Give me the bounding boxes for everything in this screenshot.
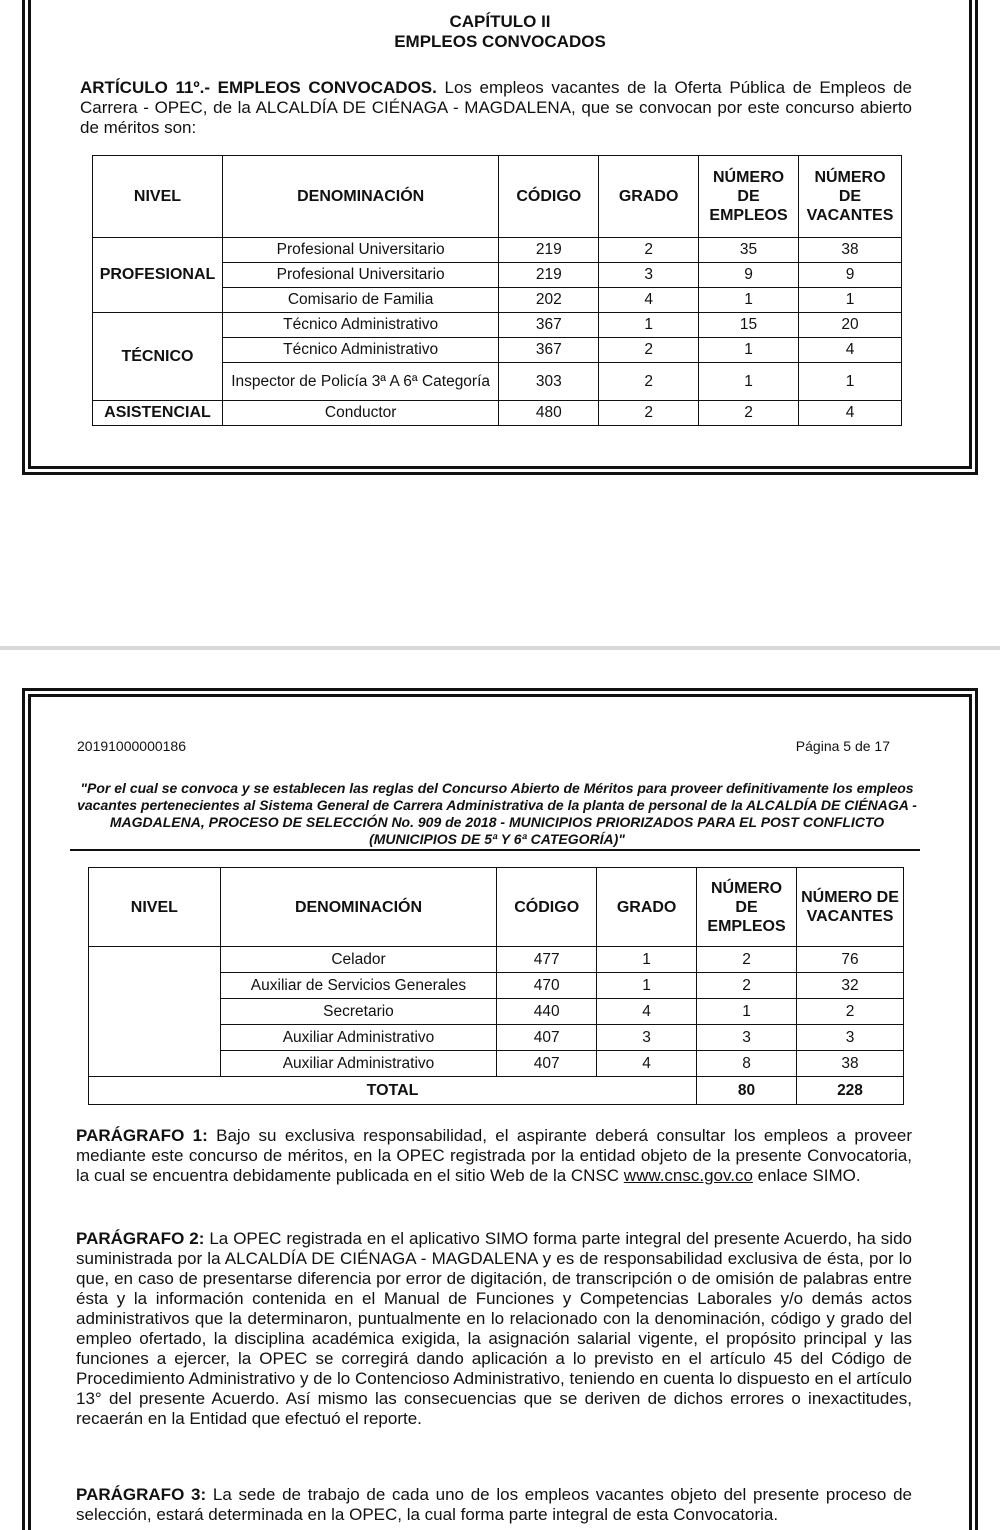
header-grado: GRADO bbox=[599, 156, 699, 238]
chapter-heading bbox=[0, 12, 1000, 52]
document-page-top bbox=[0, 0, 1000, 490]
heading-rule bbox=[70, 849, 920, 851]
table-header-row bbox=[93, 156, 902, 238]
cell-vacantes: 76 bbox=[797, 947, 904, 973]
table-row bbox=[93, 313, 902, 338]
resolution-heading: "Por el cual se convoca y se establecen las reglas del Concurso Abierto de Méritos para proveer definitivamente los empleos vacantes pertenecientes al Sistema General de Carrera Administrativa de la planta de personal de la ALCALDÍA DE CIÉNAGA - MAGDALENA, PROCESO DE SELECCIÓN No. 909 de 2018 - MUNICIPIOS PRIORIZADOS PARA EL POST CONFLICTO (MUNICIPIOS DE 5ª Y 6ª CATEGORÍA)" bbox=[77, 780, 917, 847]
paragrafo-1-text: Bajo su exclusiva responsabilidad, el aspirante deberá consultar los empleos a proveer mediante este concurso de méritos, en la OPEC registrada por la entidad objeto de la presente Convocatoria, la cual se encuentra debidamente publicada en el sitio Web de la CNSC bbox=[76, 1126, 912, 1185]
paragrafo-2 bbox=[76, 1229, 912, 1429]
cell-codigo: 219 bbox=[499, 238, 599, 263]
total-vacantes: 228 bbox=[797, 1077, 904, 1105]
paragrafo-2-text: La OPEC registrada en el aplicativo SIMO forma parte integral del presente Acuerdo, ha sido suministrada por la ALCALDÍA DE CIÉNAGA - MAGDALENA y es de responsabilidad exclusiva de ésta, por lo que, en caso de presentarse diferencia por error de digitación, de transcripción o de omisión de palabras entre ésta y la información contenida en el Manual de Funciones y Competencias Laborales y/o demás actos administrativos que la determinaron, puntualmente en lo relacionado con la denominación, código y grado del empleo ofertado, la disciplina académica exigida, la asignación salarial vigente, el propósito principal y las funciones a ejercer, la OPEC se corregirá dando aplicación a lo previsto en el artículo 45 del Código de Procedimiento Administrativo y de lo Contencioso Administrativo, teniendo en cuenta lo dispuesto en el artículo 13° del presente Acuerdo. Así mismo las consecuencias que se deriven de dichos errores o inexactitudes, recaerán en la Entidad que efectuó el reporte. bbox=[76, 1229, 912, 1428]
cell-denominacion: Inspector de Policía 3ª A 6ª Categoría bbox=[222, 363, 498, 401]
header-vacantes: NÚMERO DE VACANTES bbox=[797, 868, 904, 947]
cell-grado: 1 bbox=[597, 947, 697, 973]
nivel-cell-empty bbox=[89, 947, 221, 1077]
cell-grado: 1 bbox=[597, 973, 697, 999]
cell-codigo: 202 bbox=[499, 288, 599, 313]
nivel-cell: PROFESIONAL bbox=[93, 238, 223, 313]
cell-empleos: 2 bbox=[699, 401, 799, 426]
document-page-bottom bbox=[0, 650, 1000, 1530]
cell-vacantes: 3 bbox=[797, 1025, 904, 1051]
cell-vacantes: 38 bbox=[799, 238, 902, 263]
employment-table-2 bbox=[88, 867, 904, 1105]
cell-denominacion: Auxiliar de Servicios Generales bbox=[220, 973, 497, 999]
paragrafo-1 bbox=[76, 1126, 912, 1186]
article-label: ARTÍCULO 11º.- EMPLEOS CONVOCADOS. bbox=[80, 78, 437, 97]
cell-denominacion: Profesional Universitario bbox=[222, 263, 498, 288]
total-label: TOTAL bbox=[89, 1077, 697, 1105]
page-border-left-inner bbox=[28, 694, 31, 1530]
cell-empleos: 35 bbox=[699, 238, 799, 263]
article-11-paragraph bbox=[80, 78, 912, 138]
paragrafo-3-text: La sede de trabajo de cada uno de los empleos vacantes objeto del presente proceso de selección, estará determinada en la OPEC, la cual forma parte integral de esta Convocatoria. bbox=[76, 1485, 912, 1524]
cell-empleos: 3 bbox=[697, 1025, 797, 1051]
page-border-right bbox=[975, 0, 978, 472]
cell-empleos: 15 bbox=[699, 313, 799, 338]
cnsc-link[interactable]: www.cnsc.gov.co bbox=[623, 1166, 753, 1185]
header-empleos: NÚMERO DE EMPLEOS bbox=[697, 868, 797, 947]
header-empleos: NÚMERO DE EMPLEOS bbox=[699, 156, 799, 238]
cell-denominacion: Profesional Universitario bbox=[222, 238, 498, 263]
table-header-row bbox=[89, 868, 904, 947]
cell-denominacion: Técnico Administrativo bbox=[222, 313, 498, 338]
cell-denominacion: Comisario de Familia bbox=[222, 288, 498, 313]
cell-codigo: 407 bbox=[497, 1025, 597, 1051]
cell-codigo: 407 bbox=[497, 1051, 597, 1077]
page-border-right-inner bbox=[969, 0, 972, 466]
cell-denominacion: Celador bbox=[220, 947, 497, 973]
cell-codigo: 440 bbox=[497, 999, 597, 1025]
page-border-bottom bbox=[22, 472, 978, 475]
header-nivel: NIVEL bbox=[89, 868, 221, 947]
header-grado: GRADO bbox=[597, 868, 697, 947]
cell-grado: 2 bbox=[599, 238, 699, 263]
page-number: Página 5 de 17 bbox=[795, 738, 890, 754]
cell-grado: 2 bbox=[599, 338, 699, 363]
cell-empleos: 1 bbox=[699, 338, 799, 363]
paragrafo-3-label: PARÁGRAFO 3: bbox=[76, 1485, 207, 1504]
chapter-number: CAPÍTULO II bbox=[449, 12, 551, 31]
cell-codigo: 470 bbox=[497, 973, 597, 999]
page-border-bottom-inner bbox=[28, 466, 972, 469]
header-codigo: CÓDIGO bbox=[499, 156, 599, 238]
header-codigo: CÓDIGO bbox=[497, 868, 597, 947]
cell-codigo: 367 bbox=[499, 338, 599, 363]
cell-vacantes: 1 bbox=[799, 363, 902, 401]
cell-codigo: 367 bbox=[499, 313, 599, 338]
cell-vacantes: 20 bbox=[799, 313, 902, 338]
cell-grado: 3 bbox=[597, 1025, 697, 1051]
cell-grado: 4 bbox=[597, 999, 697, 1025]
cell-empleos: 2 bbox=[697, 947, 797, 973]
cell-denominacion: Auxiliar Administrativo bbox=[220, 1025, 497, 1051]
cell-vacantes: 1 bbox=[799, 288, 902, 313]
header-denominacion: DENOMINACIÓN bbox=[222, 156, 498, 238]
cell-vacantes: 4 bbox=[799, 338, 902, 363]
cell-codigo: 477 bbox=[497, 947, 597, 973]
cell-empleos: 1 bbox=[699, 363, 799, 401]
cell-grado: 4 bbox=[599, 288, 699, 313]
cell-grado: 3 bbox=[599, 263, 699, 288]
paragrafo-1-label: PARÁGRAFO 1: bbox=[76, 1126, 208, 1145]
page-border-left bbox=[22, 688, 25, 1530]
cell-grado: 1 bbox=[599, 313, 699, 338]
nivel-cell: TÉCNICO bbox=[93, 313, 223, 401]
paragrafo-3 bbox=[76, 1485, 912, 1525]
page-border-left bbox=[22, 0, 25, 472]
table-row bbox=[93, 238, 902, 263]
cell-grado: 2 bbox=[599, 401, 699, 426]
cell-empleos: 1 bbox=[697, 999, 797, 1025]
page-border-top-inner bbox=[28, 694, 972, 697]
cell-grado: 4 bbox=[597, 1051, 697, 1077]
cell-denominacion: Conductor bbox=[222, 401, 498, 426]
cell-denominacion: Auxiliar Administrativo bbox=[220, 1051, 497, 1077]
cell-empleos: 1 bbox=[699, 288, 799, 313]
cell-vacantes: 32 bbox=[797, 973, 904, 999]
total-empleos: 80 bbox=[697, 1077, 797, 1105]
paragrafo-1-tail: enlace SIMO. bbox=[752, 1166, 861, 1185]
cell-vacantes: 38 bbox=[797, 1051, 904, 1077]
nivel-cell: ASISTENCIAL bbox=[93, 401, 223, 426]
doc-number: 20191000000186 bbox=[77, 738, 187, 754]
paragrafo-2-label: PARÁGRAFO 2: bbox=[76, 1229, 205, 1248]
cell-grado: 2 bbox=[599, 363, 699, 401]
cell-empleos: 2 bbox=[697, 973, 797, 999]
cell-codigo: 480 bbox=[499, 401, 599, 426]
page-gap bbox=[0, 490, 1000, 650]
page-border-right bbox=[975, 688, 978, 1530]
page-border-left-inner bbox=[28, 0, 31, 466]
header-nivel: NIVEL bbox=[93, 156, 223, 238]
cell-vacantes: 2 bbox=[797, 999, 904, 1025]
cell-codigo: 219 bbox=[499, 263, 599, 288]
header-vacantes: NÚMERO DE VACANTES bbox=[799, 156, 902, 238]
header-denominacion: DENOMINACIÓN bbox=[220, 868, 497, 947]
table-total-row bbox=[89, 1077, 904, 1105]
cell-codigo: 303 bbox=[499, 363, 599, 401]
page-border-right-inner bbox=[969, 694, 972, 1530]
cell-empleos: 8 bbox=[697, 1051, 797, 1077]
article-text: Los empleos vacantes de la Oferta Pública de Empleos de Carrera - OPEC, de la ALCALDÍA DE CIÉNAGA - MAGDALENA, que se convocan por este concurso abierto de méritos son: bbox=[80, 78, 912, 137]
table-row bbox=[93, 401, 902, 426]
employment-table-1 bbox=[92, 155, 902, 426]
chapter-title: EMPLEOS CONVOCADOS bbox=[394, 32, 606, 51]
cell-vacantes: 4 bbox=[799, 401, 902, 426]
cell-vacantes: 9 bbox=[799, 263, 902, 288]
cell-denominacion: Técnico Administrativo bbox=[222, 338, 498, 363]
page-border-top bbox=[22, 688, 978, 691]
cell-empleos: 9 bbox=[699, 263, 799, 288]
cell-denominacion: Secretario bbox=[220, 999, 497, 1025]
table-row bbox=[89, 947, 904, 973]
